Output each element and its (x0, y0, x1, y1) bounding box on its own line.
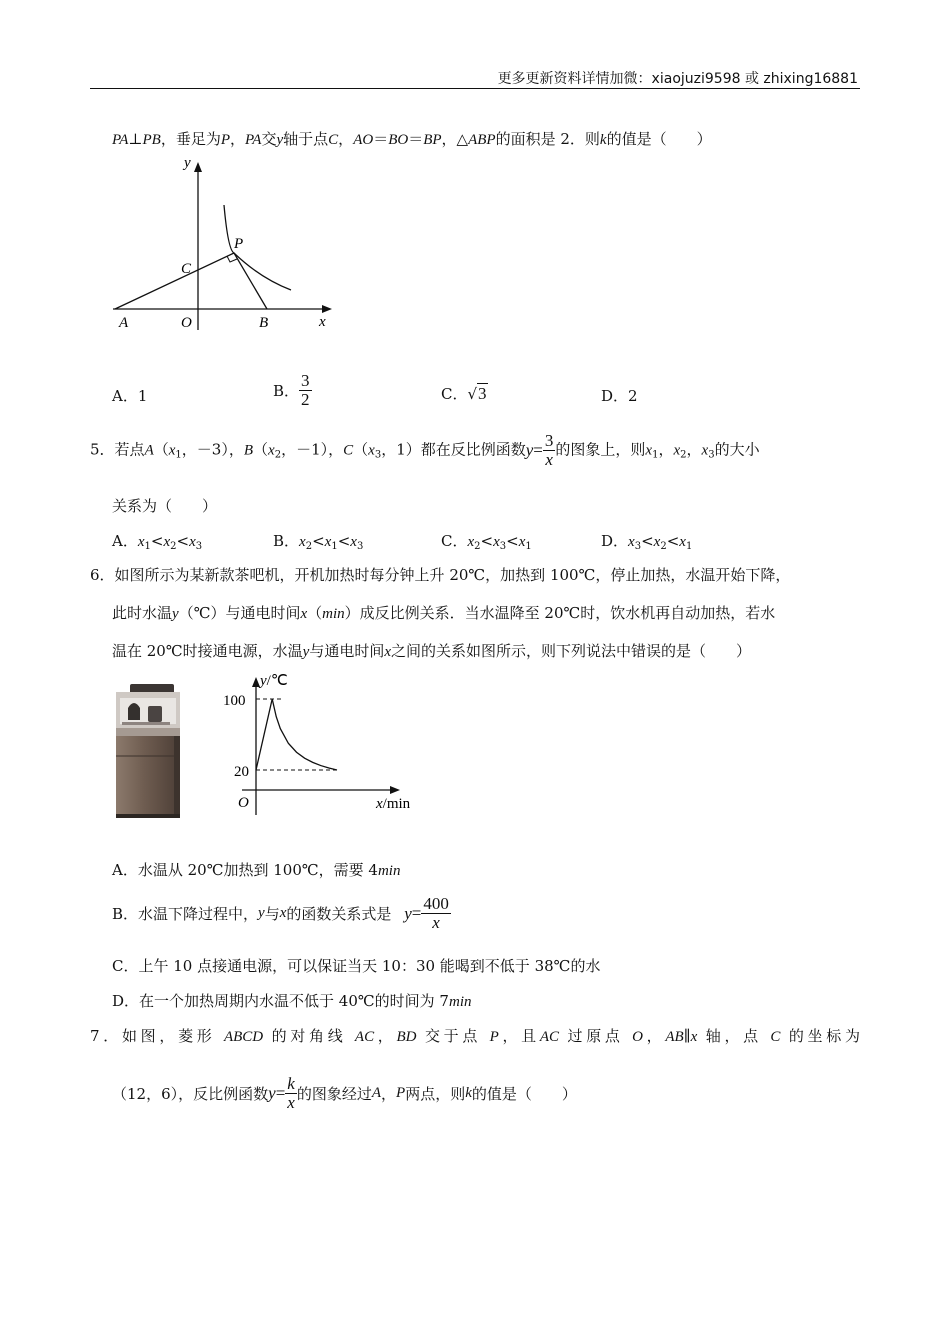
q4-option-b: B． $\frac{3}{2}$ (273, 371, 310, 409)
segment-ap (115, 253, 234, 309)
q4-figure (110, 150, 340, 340)
q4-option-d: D．2 (601, 387, 638, 405)
q4-option-a: A．1 (112, 387, 148, 405)
x-axis-label: x/min (376, 796, 411, 812)
q7-line2: （12，6），反比例函数y= $\frac{k}{x}$ 的图象经过A，P两点，则k的值是（ ） (112, 1074, 577, 1112)
right-angle-mark (227, 256, 237, 262)
y-axis-label: y/℃ (260, 673, 288, 689)
q6-option-c: C．上午 10 点接通电源，可以保证当天 10：30 能喝到不低于 38℃的水 (112, 957, 601, 975)
q4-option-c: C．√3 (441, 384, 487, 403)
graph-y-axis-arrow (252, 677, 260, 687)
q5-option-a: A．$x_1<x_2<x_3$ (112, 532, 203, 552)
label-x: x (319, 314, 326, 330)
q7-line1: 7．如图，菱形 ABCD 的对角线 AC，BD 交于点 P，且AC 过原点 O，AB∥x 轴，点 C 的坐标为 (90, 1027, 860, 1045)
y-axis-arrow (194, 162, 202, 172)
q5-stem: 5．若点$A(x_1$，－3），$B(x_2$，－1），$C(x_3$，1）都在反比例函数y= $\frac{3}{x}$ 的图象上，则$x_1$，$x_2$，$x_3$的大小 (90, 431, 760, 469)
label-o: O (181, 315, 192, 331)
page-header: 更多更新资料详情加微：xiaojuzi9598 或 zhixing16881 (497, 71, 858, 87)
q6-option-b: B．水温下降过程中，y与x的函数关系式是 y= $\frac{400}{x}$ (112, 894, 449, 932)
segment-pb (234, 253, 267, 309)
origin-label: O (238, 795, 249, 811)
graph-curves (256, 699, 337, 770)
label-a: A (119, 315, 129, 331)
tick-20: 20 (234, 764, 249, 780)
q6-line3: 温在 20℃时接通电源，水温y与通电时间x之间的关系如图所示，则下列说法中错误的是（ ） (112, 642, 752, 660)
label-b: B (259, 315, 269, 331)
q6-line1: 6．如图所示为某新款茶吧机，开机加热时每分钟上升 20℃，加热到 100℃，停止加热，水温开始下降， (90, 566, 791, 584)
q5-line2: 关系为（ ） (112, 497, 218, 515)
q5-option-c: C．$x_2<x_3<x_1$ (441, 532, 532, 552)
tea-machine-image (110, 680, 190, 822)
header-rule (90, 88, 860, 89)
label-y: y (184, 155, 191, 171)
q5-option-d: D．$x_3<x_2<x_1$ (601, 532, 693, 552)
x-axis-arrow (322, 305, 332, 313)
series-cooling (272, 699, 337, 770)
graph-x-axis-arrow (390, 786, 400, 794)
q4-stem: PA⊥PB，垂足为P，PA交y轴于点C，AO＝BO＝BP，△ABP的面积是 2．则k的值是（ ） (112, 130, 712, 148)
q5-option-b: B．$x_2<x_1<x_3$ (273, 532, 364, 552)
series-heating (256, 699, 272, 770)
q6-temperature-graph (222, 665, 427, 815)
label-c: C (181, 261, 192, 277)
q6-option-a: A．水温从 20℃加热到 100℃，需要 4min (112, 861, 401, 879)
q6-option-d: D．在一个加热周期内水温不低于 40℃的时间为 7min (112, 992, 472, 1010)
q6-line2: 此时水温y（℃）与通电时间x（min）成反比例关系．当水温降至 20℃时，饮水机再自动加热，若水 (112, 604, 776, 622)
label-p: P (234, 236, 244, 252)
tick-100: 100 (223, 693, 246, 709)
